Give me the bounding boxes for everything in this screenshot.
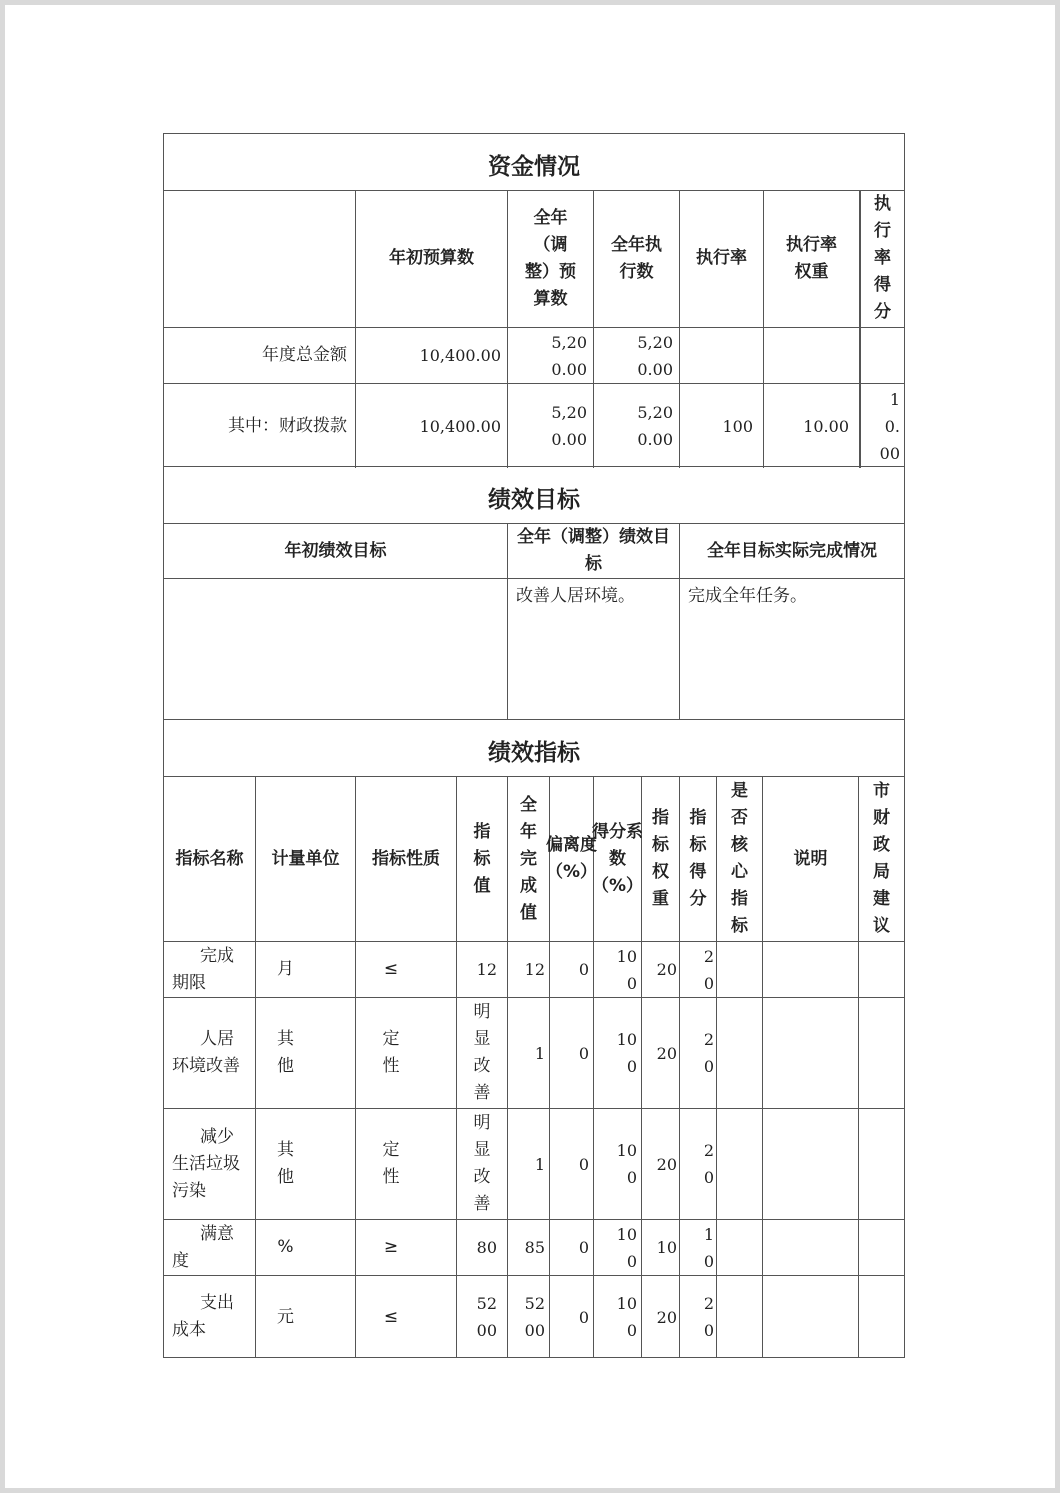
- indicators-title: 绩效指标: [488, 740, 580, 766]
- indicator-cell-deviation: 0: [550, 942, 594, 998]
- indicator-cell-weight: 20: [642, 1276, 680, 1358]
- indicator-cell-unit: 其他: [256, 998, 356, 1109]
- indicator-header-unit: 计量单位: [256, 777, 356, 942]
- goals-section: [163, 466, 905, 720]
- funds-row-total-adjusted: 5,200.00: [508, 328, 594, 384]
- indicator-cell-unit: 其他: [256, 1109, 356, 1220]
- funds-row-fiscal-executed: 5,200.00: [594, 384, 680, 468]
- indicator-cell-core: [717, 1109, 763, 1220]
- goals-header-actual: 全年目标实际完成情况: [680, 524, 904, 579]
- indicator-cell-nature: ≤: [356, 942, 457, 998]
- indicator-cell-score: 20: [680, 998, 717, 1109]
- indicator-cell-weight: 20: [642, 942, 680, 998]
- indicator-cell-score: 20: [680, 1276, 717, 1358]
- indicator-cell-note: [763, 1109, 859, 1220]
- indicator-cell-note: [763, 942, 859, 998]
- funds-row-total-initial: 10,400.00: [356, 328, 508, 384]
- indicator-header-target: 指标值: [457, 777, 508, 942]
- funds-row-fiscal-rate: 100: [680, 384, 764, 468]
- indicator-cell-weight: 20: [642, 998, 680, 1109]
- indicator-cell-coef: 100: [594, 1276, 642, 1358]
- funds-section: [163, 133, 905, 467]
- indicator-cell-advice: [859, 942, 904, 998]
- indicator-header-nature: 指标性质: [356, 777, 457, 942]
- indicator-cell-actual: 1: [508, 1109, 550, 1220]
- indicator-header-coef: 得分系数（%）: [594, 777, 642, 942]
- indicator-cell-core: [717, 1276, 763, 1358]
- indicator-cell-name: 减少生活垃圾污染: [164, 1109, 256, 1220]
- indicator-header-core: 是否核心指标: [717, 777, 763, 942]
- indicator-cell-coef: 100: [594, 1220, 642, 1276]
- indicators-section: [163, 719, 905, 1358]
- funds-row-fiscal-weight: 10.00: [764, 384, 860, 468]
- indicator-cell-note: [763, 998, 859, 1109]
- indicator-header-deviation: 偏离度（%）: [550, 777, 594, 942]
- indicator-cell-note: [763, 1276, 859, 1358]
- indicator-cell-core: [717, 1220, 763, 1276]
- funds-header-weight: 执行率权重: [764, 190, 860, 328]
- indicator-cell-core: [717, 998, 763, 1109]
- indicator-cell-weight: 20: [642, 1109, 680, 1220]
- indicator-cell-advice: [859, 1220, 904, 1276]
- indicator-cell-actual: 5200: [508, 1276, 550, 1358]
- goals-initial-value: [164, 579, 508, 720]
- indicator-cell-nature: 定性: [356, 1109, 457, 1220]
- indicator-header-score: 指标得分: [680, 777, 717, 942]
- indicator-cell-deviation: 0: [550, 998, 594, 1109]
- funds-header-executed: 全年执行数: [594, 190, 680, 328]
- goals-adjusted-value: 改善人居环境。: [508, 579, 680, 720]
- funds-header-rate: 执行率: [680, 190, 764, 328]
- funds-row-total-weight: [764, 328, 860, 384]
- indicator-cell-advice: [859, 1276, 904, 1358]
- indicator-cell-deviation: 0: [550, 1109, 594, 1220]
- indicator-cell-name: 满意度: [164, 1220, 256, 1276]
- indicator-cell-unit: 元: [256, 1276, 356, 1358]
- funds-row-fiscal-initial: 10,400.00: [356, 384, 508, 468]
- funds-row-fiscal-adjusted: 5,200.00: [508, 384, 594, 468]
- indicator-cell-note: [763, 1220, 859, 1276]
- funds-title: 资金情况: [488, 154, 580, 180]
- indicator-cell-name: 支出成本: [164, 1276, 256, 1358]
- indicator-cell-score: 20: [680, 1109, 717, 1220]
- indicator-cell-coef: 100: [594, 1109, 642, 1220]
- goals-actual-value: 完成全年任务。: [688, 586, 807, 606]
- indicator-cell-actual: 12: [508, 942, 550, 998]
- indicator-cell-target: 80: [457, 1220, 508, 1276]
- indicator-cell-coef: 100: [594, 998, 642, 1109]
- funds-row-total-score: [860, 328, 904, 384]
- indicator-cell-target: 明显改善: [457, 998, 508, 1109]
- indicator-cell-score: 10: [680, 1220, 717, 1276]
- indicator-header-note: 说明: [763, 777, 859, 942]
- indicators-table: [164, 777, 904, 1358]
- indicator-cell-actual: 85: [508, 1220, 550, 1276]
- indicator-cell-nature: ≤: [356, 1276, 457, 1358]
- indicator-cell-unit: 月: [256, 942, 356, 998]
- funds-header-score: 执行率得分: [860, 190, 904, 328]
- indicator-cell-core: [717, 942, 763, 998]
- funds-header-blank: [164, 190, 356, 328]
- indicator-header-actual: 全年完成值: [508, 777, 550, 942]
- indicator-cell-target: 12: [457, 942, 508, 998]
- funds-row-total-rate: [680, 328, 764, 384]
- indicator-cell-advice: [859, 998, 904, 1109]
- goals-header-adjusted: 全年（调整）绩效目标: [508, 524, 680, 579]
- funds-header-adjusted: 全年（调整）预算数: [508, 190, 594, 328]
- indicator-cell-target: 5200: [457, 1276, 508, 1358]
- indicator-cell-coef: 100: [594, 942, 642, 998]
- indicator-cell-deviation: 0: [550, 1220, 594, 1276]
- funds-row-fiscal-score: 10.00: [860, 384, 904, 468]
- indicator-header-advice: 市财政局建议: [859, 777, 904, 942]
- indicator-cell-name: 完成期限: [164, 942, 256, 998]
- indicator-cell-unit: %: [256, 1220, 356, 1276]
- funds-row-fiscal-label: 其中：财政拨款: [164, 384, 356, 468]
- indicator-cell-score: 20: [680, 942, 717, 998]
- indicator-header-weight: 指标权重: [642, 777, 680, 942]
- funds-row-total-label: 年度总金额: [164, 328, 356, 384]
- indicator-cell-nature: ≥: [356, 1220, 457, 1276]
- indicator-cell-deviation: 0: [550, 1276, 594, 1358]
- indicator-cell-weight: 10: [642, 1220, 680, 1276]
- indicator-cell-actual: 1: [508, 998, 550, 1109]
- indicator-cell-nature: 定性: [356, 998, 457, 1109]
- indicator-header-name: 指标名称: [164, 777, 256, 942]
- funds-header-initial: 年初预算数: [356, 190, 508, 328]
- indicator-cell-target: 明显改善: [457, 1109, 508, 1220]
- funds-row-total-executed: 5,200.00: [594, 328, 680, 384]
- goals-title: 绩效目标: [488, 487, 580, 513]
- indicator-cell-advice: [859, 1109, 904, 1220]
- indicator-cell-name: 人居环境改善: [164, 998, 256, 1109]
- goals-header-initial: 年初绩效目标: [164, 524, 508, 579]
